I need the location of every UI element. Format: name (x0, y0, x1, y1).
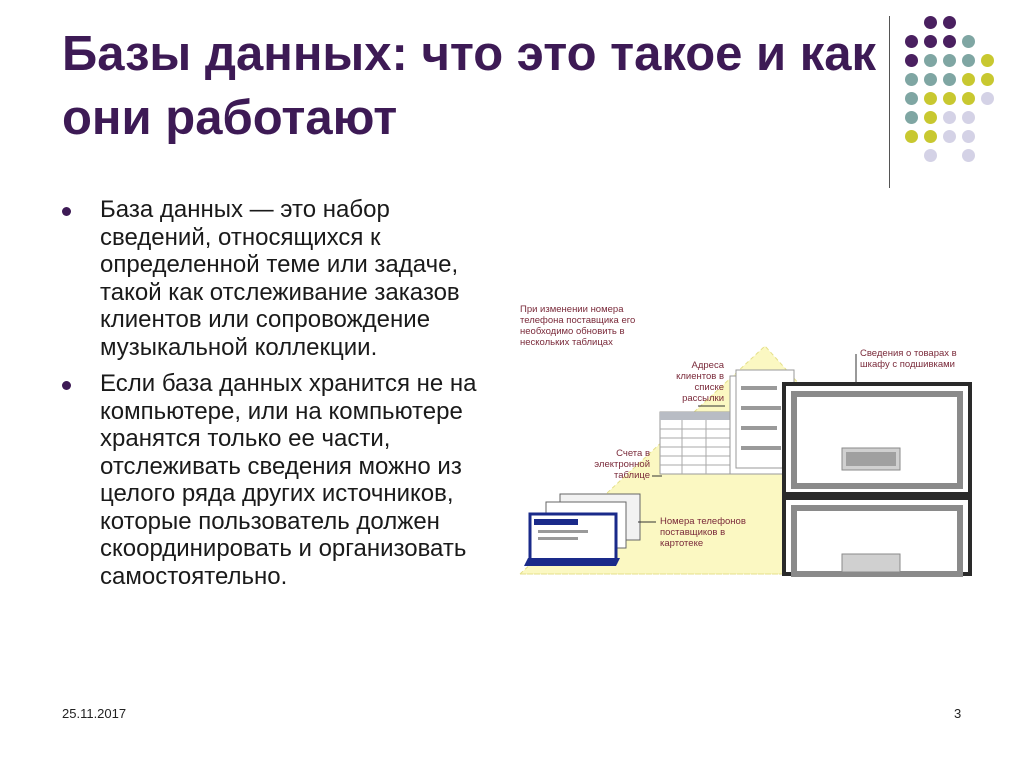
bullet-list (62, 196, 492, 599)
bullet-item (62, 196, 492, 361)
footer-page-number: 3 (954, 706, 962, 721)
decorative-dot-grid (900, 14, 1000, 174)
caption-main: При изменении номера телефона поставщика его необходимо обновить в нескольких таблицах (520, 304, 636, 348)
caption-cabinet: Сведения о товарах в шкафу с подшивками (860, 348, 957, 370)
slide-title: Базы данных: что это такое и как они работают (62, 27, 877, 145)
caption-spreadsheet: Счета в электронной таблице (594, 448, 650, 481)
bullet-icon (62, 207, 71, 216)
filing-cabinet-icon (784, 384, 970, 574)
decorative-divider (889, 16, 890, 188)
bullet-text: База данных — это набор сведений, относящихся к определенной теме или задаче, такой как отслеживание заказов клиентов или сопровождение музыкальной коллекции. (100, 196, 460, 361)
caption-card-file: Номера телефонов поставщиков в картотеке (660, 516, 746, 549)
caption-mailing-list: Адреса клиентов в списке рассылки (676, 360, 724, 404)
bullet-text: Если база данных хранится не на компьютере, или на компьютере хранятся только ее части, отслеживать сведения можно из целого ряда других источников, которые пользователь должен скоординировать и организовать самостоятельно. (100, 370, 477, 590)
spreadsheet-icon (660, 412, 730, 474)
database-illustration (510, 296, 980, 581)
footer-date: 25.11.2017 (62, 706, 127, 721)
bullet-item (62, 370, 492, 590)
bullet-icon (62, 381, 71, 390)
